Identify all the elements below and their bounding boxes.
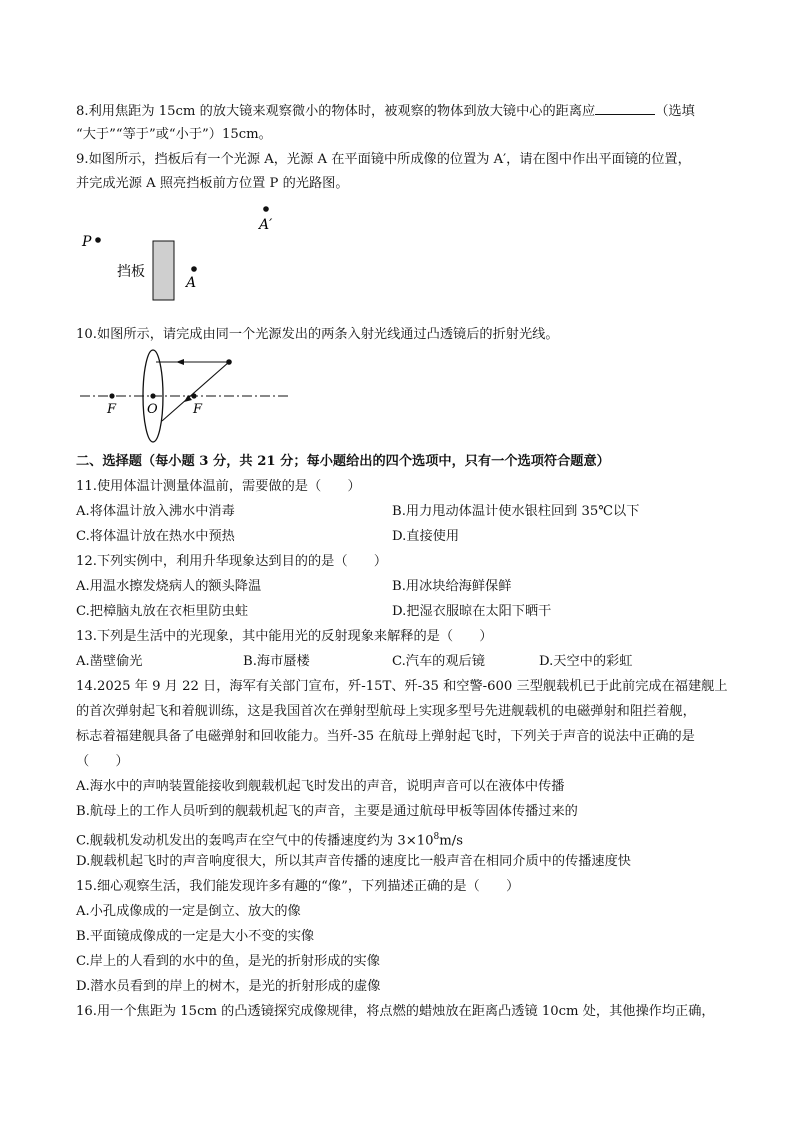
- point-a-image: [263, 206, 269, 212]
- q15-stem: 15.细心观察生活，我们能发现许多有趣的“像”，下列描述正确的是（ ）: [76, 879, 520, 894]
- q11-option-c[interactable]: C.将体温计放在热水中预热: [76, 529, 235, 544]
- q9-line2: 并完成光源 A 照亮挡板前方位置 P 的光路图。: [76, 176, 349, 191]
- q14-option-c[interactable]: [76, 827, 463, 851]
- q9-line1: 9.如图所示，挡板后有一个光源 A，光源 A 在平面镜中所成像的位置为 A′，请在图中作出平面镜的位置，: [76, 152, 691, 167]
- q12-option-b[interactable]: B.用冰块给海鲜保鲜: [392, 579, 512, 594]
- q8-line2: “大于”“等于”或“小于”）15cm。: [76, 127, 272, 142]
- q14-option-c-text: C.舰载机发动机发出的轰鸣声在空气中的传播速度约为 3×10: [76, 833, 434, 849]
- optical-center-point: [150, 393, 155, 398]
- q11-stem: 11.使用体温计测量体温前，需要做的是（ ）: [76, 479, 361, 494]
- q13-option-a[interactable]: A.凿壁偷光: [76, 654, 143, 669]
- q14-option-b[interactable]: B.航母上的工作人员听到的舰载机起飞的声音，主要是通过航母甲板等固体传播过来的: [76, 804, 578, 819]
- q14-line1: 14.2025 年 9 月 22 日，海军有关部门宣布，歼-15T、歼-35 和空警-600 三型舰载机已于此前完成在福建舰上: [76, 679, 728, 694]
- q15-option-b[interactable]: B.平面镜成像成的一定是大小不变的实像: [76, 929, 315, 944]
- q8-line1: [76, 100, 695, 122]
- q13-option-b[interactable]: B.海市蜃楼: [243, 654, 310, 669]
- point-p: [95, 237, 101, 243]
- q14-option-a[interactable]: A.海水中的声呐装置能接收到舰载机起飞时发出的声音，说明声音可以在液体中传播: [76, 779, 565, 794]
- label-o: O: [147, 402, 158, 417]
- q14-option-d[interactable]: D.舰载机起飞时的声音响度很大，所以其声音传播的速度比一般声音在相同介质中的传播速度快: [76, 854, 631, 869]
- label-board: 挡板: [117, 264, 145, 280]
- q14-line4: （ ）: [76, 754, 129, 769]
- ray-parallel-arrow: [176, 359, 184, 365]
- q13-option-d[interactable]: D.天空中的彩虹: [539, 654, 633, 669]
- focus-left-point: [109, 393, 114, 398]
- q15-option-a[interactable]: A.小孔成像成的一定是倒立、放大的像: [76, 904, 301, 919]
- q15-option-c[interactable]: C.岸上的人看到的水中的鱼，是光的折射形成的实像: [76, 954, 380, 969]
- q14-option-c-exponent: 8: [433, 832, 440, 842]
- q10-figure: [76, 345, 296, 445]
- q11-option-a[interactable]: A.将体温计放入沸水中消毒: [76, 504, 235, 519]
- q11-option-d[interactable]: D.直接使用: [392, 529, 460, 544]
- q14-line2: 的首次弹射起飞和着舰训练，这是我国首次在弹射型航母上实现多型号先进舰载机的电磁弹射和阻拦着舰，: [76, 704, 696, 719]
- q10-line1: 10.如图所示，请完成由同一个光源发出的两条入射光线通过凸透镜后的折射光线。: [76, 327, 559, 342]
- label-p: P: [82, 234, 92, 250]
- q13-stem: 13.下列是生活中的光现象，其中能用光的反射现象来解释的是（ ）: [76, 629, 493, 644]
- q15-option-d[interactable]: D.潜水员看到的岸上的树木，是光的折射形成的虚像: [76, 979, 381, 994]
- q12-option-d[interactable]: D.把湿衣服晾在太阳下晒干: [392, 604, 552, 619]
- q8-text: 8.利用焦距为 15cm 的放大镜来观察微小的物体时，被观察的物体到放大镜中心的距离应: [76, 104, 596, 119]
- q12-stem: 12.下列实例中，利用升华现象达到目的的是（ ）: [76, 554, 388, 569]
- q14-option-c-unit: m/s: [439, 833, 463, 849]
- q14-line3: 标志着福建舰具备了电磁弹射和回收能力。当歼-35 在航母上弹射起飞时，下列关于声音的说法中正确的是: [76, 729, 695, 744]
- baffle-board: [153, 241, 174, 300]
- q8-answer-blank[interactable]: [595, 100, 655, 115]
- point-a: [191, 266, 197, 272]
- q16-line1: 16.用一个焦距为 15cm 的凸透镜探究成像规律，将点燃的蜡烛放在距离凸透镜 10cm 处，其他操作均正确，: [76, 1004, 715, 1019]
- q11-option-b[interactable]: B.用力甩动体温计使水银柱回到 35℃以下: [392, 504, 640, 519]
- label-f-right: F: [193, 402, 203, 417]
- q12-option-a[interactable]: A.用温水擦发烧病人的额头降温: [76, 579, 262, 594]
- q12-option-c[interactable]: C.把樟脑丸放在衣柜里防虫蛀: [76, 604, 249, 619]
- section2-heading: 二、选择题（每小题 3 分，共 21 分；每小题给出的四个选项中，只有一个选项符合题意）: [76, 454, 610, 469]
- q9-figure: [70, 198, 310, 308]
- q13-option-c[interactable]: C.汽车的观后镜: [392, 654, 485, 669]
- q8-text-tail: （选填: [655, 104, 695, 119]
- label-a-image: A′: [259, 217, 273, 233]
- label-a: A: [186, 275, 197, 291]
- label-f-left: F: [107, 402, 117, 417]
